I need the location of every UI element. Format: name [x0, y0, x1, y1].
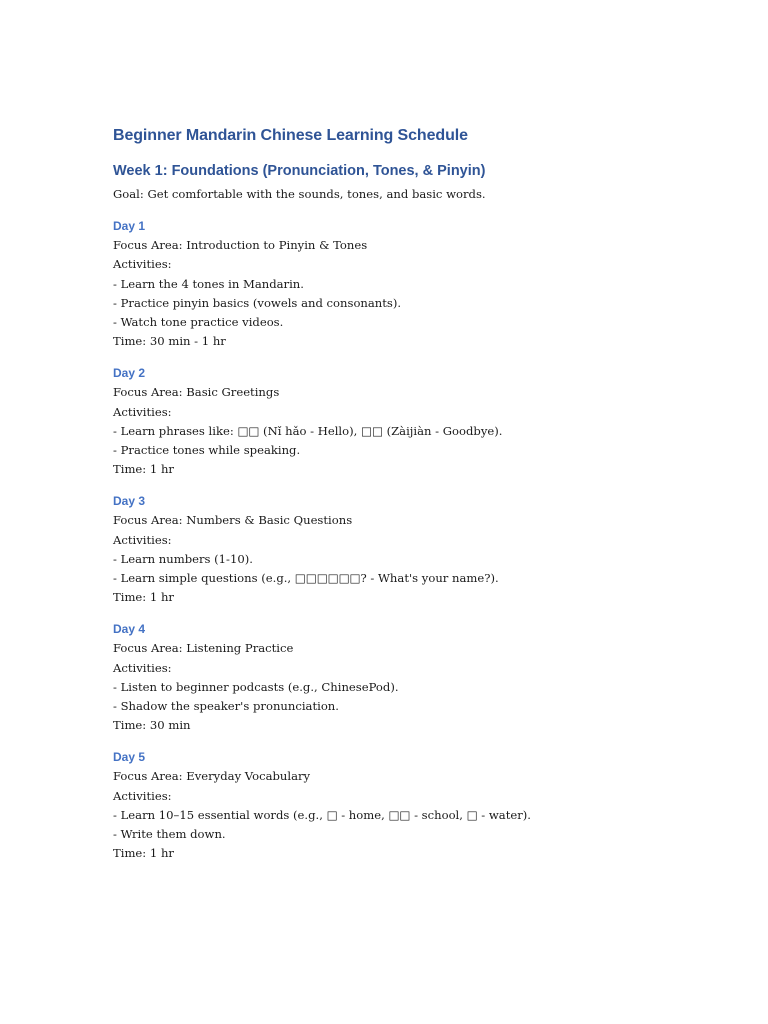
activity-item: - Learn the 4 tones in Mandarin.: [113, 276, 304, 291]
time-estimate: Time: 1 hr: [113, 846, 174, 861]
day-section-1: [113, 217, 713, 351]
activities-label: Activities:: [113, 532, 172, 547]
focus-area: Focus Area: Numbers & Basic Questions: [113, 513, 353, 528]
document-page: [113, 124, 713, 863]
time-estimate: Time: 30 min - 1 hr: [113, 334, 226, 349]
day-heading: Day 2: [113, 366, 146, 381]
activity-item: - Learn phrases like: □□ (Nǐ hǎo - Hello), □□ (Zàijiàn - Goodbye).: [113, 423, 503, 438]
activities-label: Activities:: [113, 788, 172, 803]
activity-item: - Practice pinyin basics (vowels and consonants).: [113, 295, 402, 310]
focus-area: Focus Area: Everyday Vocabulary: [113, 769, 311, 784]
activity-item: - Learn numbers (1-10).: [113, 551, 253, 566]
activities-label: Activities:: [113, 404, 172, 419]
day-heading: Day 3: [113, 494, 146, 509]
activity-item: - Practice tones while speaking.: [113, 443, 301, 458]
activities-label: Activities:: [113, 257, 172, 272]
time-estimate: Time: 1 hr: [113, 462, 174, 477]
time-estimate: Time: 1 hr: [113, 590, 174, 605]
focus-area: Focus Area: Listening Practice: [113, 641, 294, 656]
day-heading: Day 1: [113, 219, 146, 234]
activity-item: - Watch tone practice videos.: [113, 315, 284, 330]
day-section-3: [113, 492, 713, 607]
day-heading: Day 5: [113, 750, 146, 765]
time-estimate: Time: 30 min: [113, 718, 191, 733]
activity-item: - Learn 10–15 essential words (e.g., □ - home, □□ - school, □ - water).: [113, 807, 531, 822]
day-section-2: [113, 364, 713, 479]
week-heading: Week 1: Foundations (Pronunciation, Tones, & Pinyin): [113, 163, 486, 179]
activity-item: - Shadow the speaker's pronunciation.: [113, 699, 339, 714]
day-section-4: [113, 620, 713, 735]
document-title: Beginner Mandarin Chinese Learning Schedule: [113, 127, 468, 144]
day-heading: Day 4: [113, 622, 146, 637]
activities-label: Activities:: [113, 660, 172, 675]
day-section-5: [113, 748, 713, 863]
focus-area: Focus Area: Basic Greetings: [113, 385, 280, 400]
activity-item: - Listen to beginner podcasts (e.g., ChinesePod).: [113, 679, 399, 694]
week-goal: Goal: Get comfortable with the sounds, tones, and basic words.: [113, 187, 486, 201]
focus-area: Focus Area: Introduction to Pinyin & Tones: [113, 238, 368, 253]
activity-item: - Learn simple questions (e.g., □□□□□□? - What's your name?).: [113, 571, 499, 586]
activity-item: - Write them down.: [113, 827, 226, 842]
